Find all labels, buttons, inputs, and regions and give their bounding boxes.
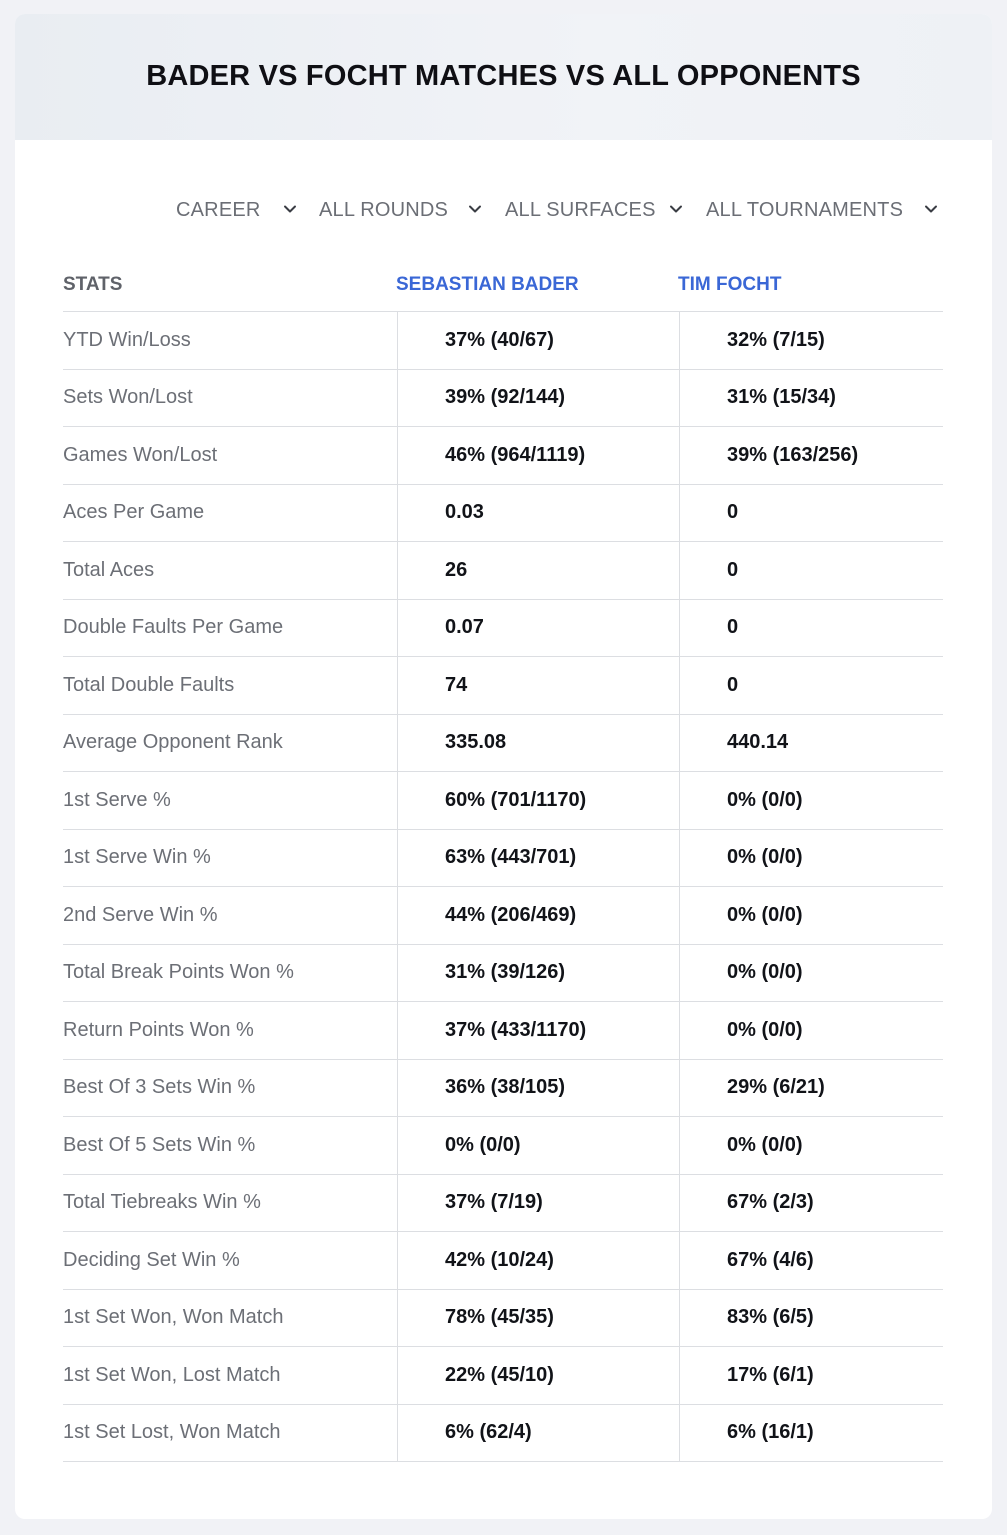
player2-value: 32% (7/15) xyxy=(679,312,943,369)
player1-value: 0.07 xyxy=(397,600,678,657)
table-row xyxy=(63,370,943,428)
table-row xyxy=(63,542,943,600)
filter-surfaces-label: ALL SURFACES xyxy=(505,198,656,221)
table-row xyxy=(63,1290,943,1348)
player2-value: 0% (0/0) xyxy=(679,887,943,944)
table-row xyxy=(63,1232,943,1290)
stat-label: Best Of 3 Sets Win % xyxy=(63,1076,256,1099)
filter-surfaces-dropdown[interactable] xyxy=(505,190,685,230)
player2-value: 6% (16/1) xyxy=(679,1405,943,1462)
player1-value: 39% (92/144) xyxy=(397,370,678,427)
player1-value: 0.03 xyxy=(397,485,678,542)
stat-label: Games Won/Lost xyxy=(63,443,218,466)
stat-label: 1st Serve % xyxy=(63,788,171,811)
table-row xyxy=(63,1060,943,1118)
filter-tournaments-dropdown[interactable] xyxy=(706,190,941,230)
stat-label: 1st Serve Win % xyxy=(63,846,211,869)
player2-value: 0 xyxy=(679,657,943,714)
chevron-down-icon xyxy=(283,202,297,216)
table-row xyxy=(63,1347,943,1405)
stat-label: YTD Win/Loss xyxy=(63,328,191,351)
player2-value: 67% (2/3) xyxy=(679,1175,943,1232)
card-header xyxy=(15,14,992,140)
player1-value: 37% (7/19) xyxy=(397,1175,678,1232)
stat-label: Aces Per Game xyxy=(63,501,205,524)
stat-label: Sets Won/Lost xyxy=(63,386,193,409)
chevron-down-icon xyxy=(669,202,683,216)
stat-label: Total Double Faults xyxy=(63,673,235,696)
stat-label: Total Aces xyxy=(63,558,155,581)
player2-value: 31% (15/34) xyxy=(679,370,943,427)
filter-rounds-dropdown[interactable] xyxy=(319,190,489,230)
table-row xyxy=(63,772,943,830)
filter-bar xyxy=(15,190,992,230)
stat-label: Total Tiebreaks Win % xyxy=(63,1191,261,1214)
player2-value: 39% (163/256) xyxy=(679,427,943,484)
player2-value: 17% (6/1) xyxy=(679,1347,943,1404)
player2-value: 0% (0/0) xyxy=(679,945,943,1002)
player1-value: 26 xyxy=(397,542,678,599)
filter-tournaments-label: ALL TOURNAMENTS xyxy=(706,198,904,221)
player2-value: 440.14 xyxy=(679,715,943,772)
table-row xyxy=(63,887,943,945)
player1-value: 36% (38/105) xyxy=(397,1060,678,1117)
player1-value: 0% (0/0) xyxy=(397,1117,678,1174)
filter-rounds-label: ALL ROUNDS xyxy=(319,198,449,221)
player1-value: 60% (701/1170) xyxy=(397,772,678,829)
table-row xyxy=(63,1405,943,1463)
player2-value: 29% (6/21) xyxy=(679,1060,943,1117)
player1-value: 74 xyxy=(397,657,678,714)
table-row xyxy=(63,1175,943,1233)
filter-career-label: CAREER xyxy=(176,198,261,221)
player1-value: 22% (45/10) xyxy=(397,1347,678,1404)
header-player1-link[interactable]: SEBASTIAN BADER xyxy=(396,274,579,295)
player2-value: 67% (4/6) xyxy=(679,1232,943,1289)
player1-value: 335.08 xyxy=(397,715,678,772)
player1-value: 78% (45/35) xyxy=(397,1290,678,1347)
table-row xyxy=(63,945,943,1003)
table-row xyxy=(63,715,943,773)
player2-value: 0% (0/0) xyxy=(679,1002,943,1059)
player2-value: 0% (0/0) xyxy=(679,772,943,829)
player2-value: 0 xyxy=(679,600,943,657)
stat-label: 2nd Serve Win % xyxy=(63,903,218,926)
table-row xyxy=(63,312,943,370)
table-row xyxy=(63,657,943,715)
table-header xyxy=(63,260,943,310)
player1-value: 37% (433/1170) xyxy=(397,1002,678,1059)
player1-value: 37% (40/67) xyxy=(397,312,678,369)
stat-label: 1st Set Won, Lost Match xyxy=(63,1363,281,1386)
player1-value: 42% (10/24) xyxy=(397,1232,678,1289)
player2-value: 0% (0/0) xyxy=(679,1117,943,1174)
stat-label: Double Faults Per Game xyxy=(63,616,284,639)
stats-table xyxy=(63,311,943,1462)
table-row xyxy=(63,600,943,658)
page-title: BADER VS FOCHT MATCHES VS ALL OPPONENTS xyxy=(146,59,861,92)
player1-value: 31% (39/126) xyxy=(397,945,678,1002)
header-stats: STATS xyxy=(63,274,123,295)
stat-label: Deciding Set Win % xyxy=(63,1248,240,1271)
table-row xyxy=(63,1117,943,1175)
chevron-down-icon xyxy=(468,202,482,216)
table-row xyxy=(63,485,943,543)
stat-label: 1st Set Won, Won Match xyxy=(63,1306,284,1329)
header-player2-link[interactable]: TIM FOCHT xyxy=(678,274,782,295)
player1-value: 6% (62/4) xyxy=(397,1405,678,1462)
stat-label: Best Of 5 Sets Win % xyxy=(63,1133,256,1156)
chevron-down-icon xyxy=(924,202,938,216)
filter-career-dropdown[interactable] xyxy=(176,190,311,230)
stat-label: Average Opponent Rank xyxy=(63,731,283,754)
player1-value: 44% (206/469) xyxy=(397,887,678,944)
stat-label: Return Points Won % xyxy=(63,1018,254,1041)
stat-label: Total Break Points Won % xyxy=(63,961,294,984)
stat-label: 1st Set Lost, Won Match xyxy=(63,1421,281,1444)
player2-value: 0 xyxy=(679,485,943,542)
player1-value: 63% (443/701) xyxy=(397,830,678,887)
player2-value: 0 xyxy=(679,542,943,599)
player1-value: 46% (964/1119) xyxy=(397,427,678,484)
table-row xyxy=(63,427,943,485)
table-row xyxy=(63,830,943,888)
table-row xyxy=(63,1002,943,1060)
player2-value: 0% (0/0) xyxy=(679,830,943,887)
player2-value: 83% (6/5) xyxy=(679,1290,943,1347)
stats-card xyxy=(15,14,992,1519)
